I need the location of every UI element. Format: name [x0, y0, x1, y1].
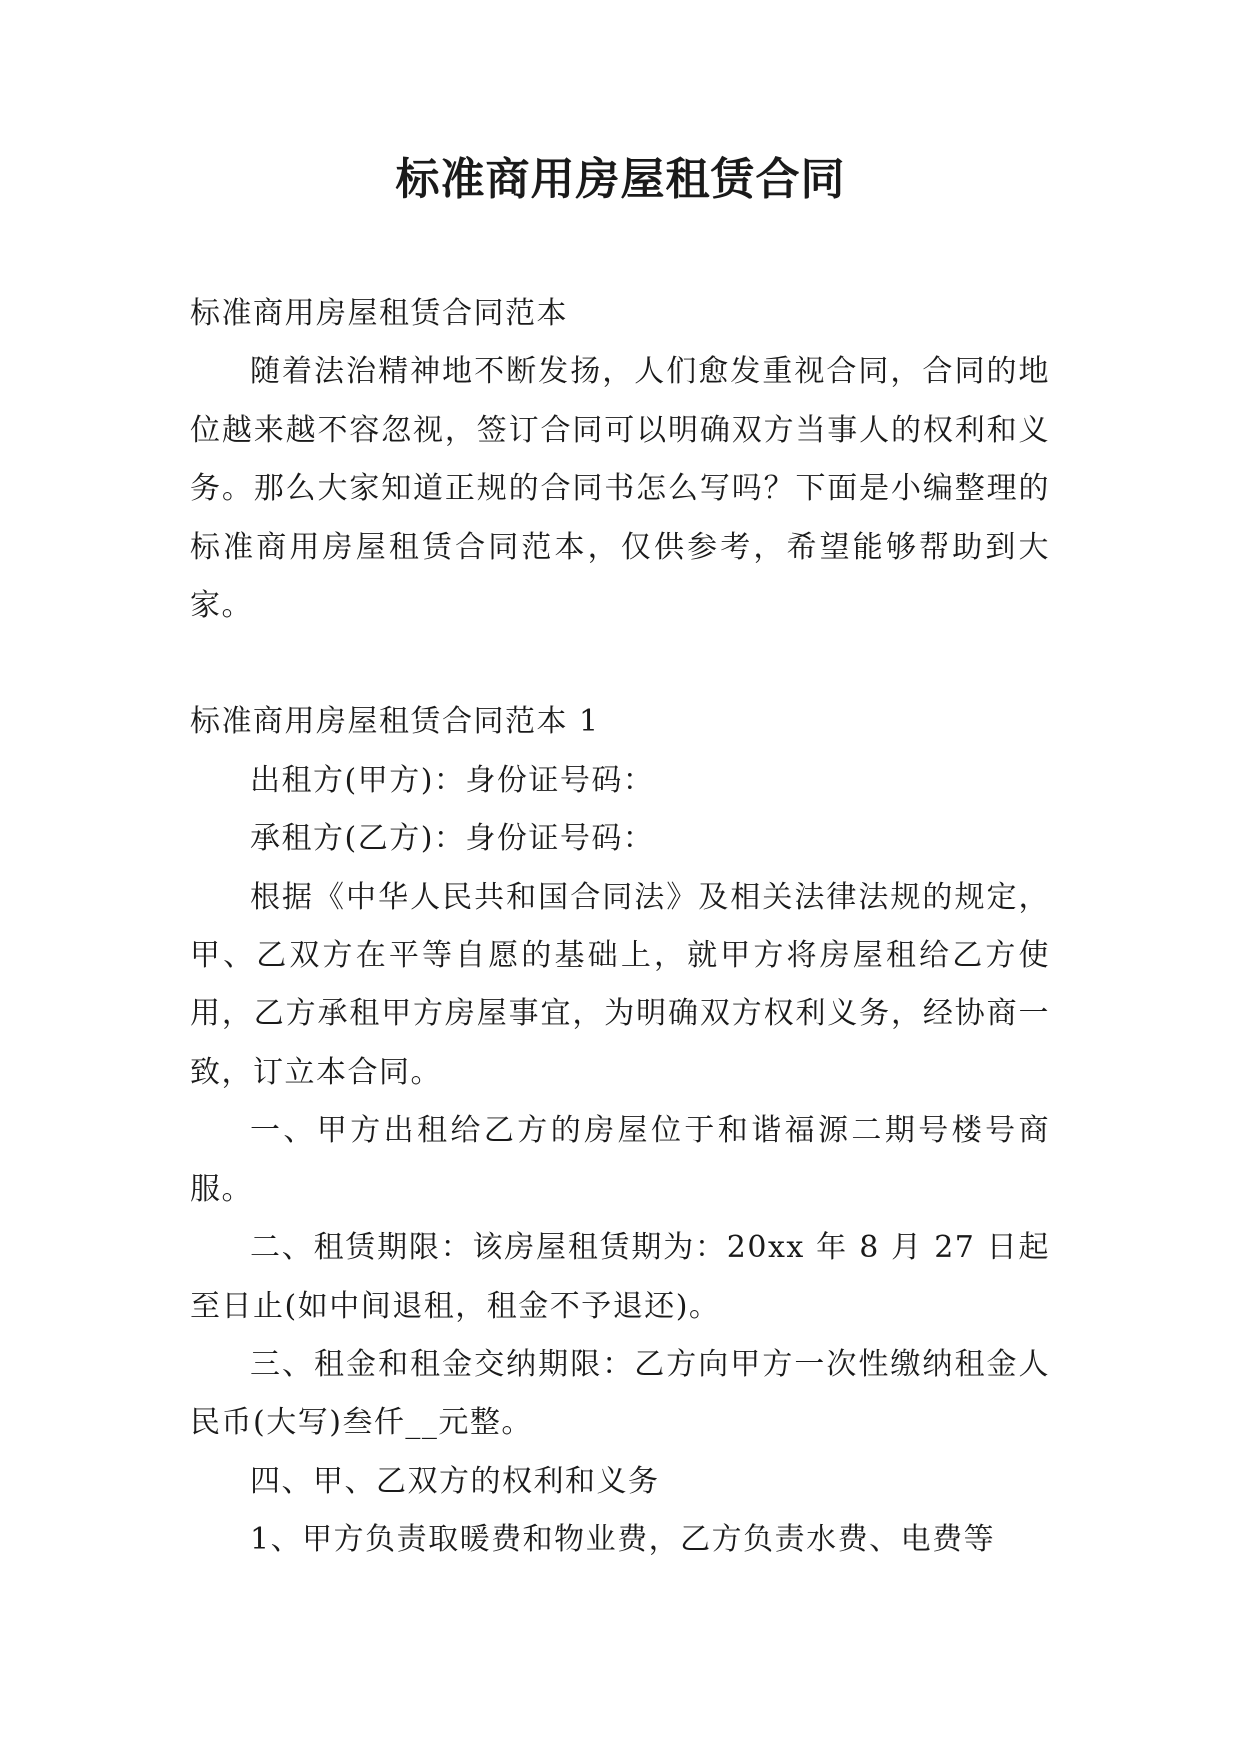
- intro-paragraph: 随着法治精神地不断发扬，人们愈发重视合同，合同的地位越来越不容忽视，签订合同可以明确双方当事人的权利和义务。那么大家知道正规的合同书怎么写吗？下面是小编整理的标准商用房屋租赁合同范本，仅供参考，希望能够帮助到大家。: [190, 354, 1050, 624]
- clause-4-item-1: 1、甲方负责取暖费和物业费，乙方负责水费、电费等: [250, 1522, 996, 1558]
- clause-3: 三、租金和租金交纳期限：乙方向甲方一次性缴纳租金人民币(大写)叁仟__元整。: [190, 1346, 1050, 1441]
- section-heading: 标准商用房屋租赁合同范本 1: [190, 704, 600, 740]
- basis-paragraph: 根据《中华人民共和国合同法》及相关法律法规的规定，甲、乙双方在平等自愿的基础上，就甲方将房屋租给乙方使用，乙方承租甲方房屋事宜，为明确双方权利义务，经协商一致，订立本合同。: [190, 879, 1050, 1090]
- clause-1: 一、甲方出租给乙方的房屋位于和谐福源二期号楼号商服。: [190, 1113, 1050, 1207]
- lessor-line: 出租方(甲方)：身份证号码：: [250, 762, 655, 798]
- lessee-line: 承租方(乙方)：身份证号码：: [250, 821, 655, 857]
- clause-2: 二、租赁期限：该房屋租赁期为：20xx 年 8 月 27 日起至日止(如中间退租，租金不予退还)。: [190, 1230, 1050, 1324]
- subtitle-paragraph: 标准商用房屋租赁合同范本: [190, 296, 568, 331]
- clause-4-heading: 四、甲、乙双方的权利和义务: [250, 1463, 660, 1499]
- document-title: 标准商用房屋租赁合同: [395, 154, 846, 205]
- document-body: [190, 285, 1050, 1570]
